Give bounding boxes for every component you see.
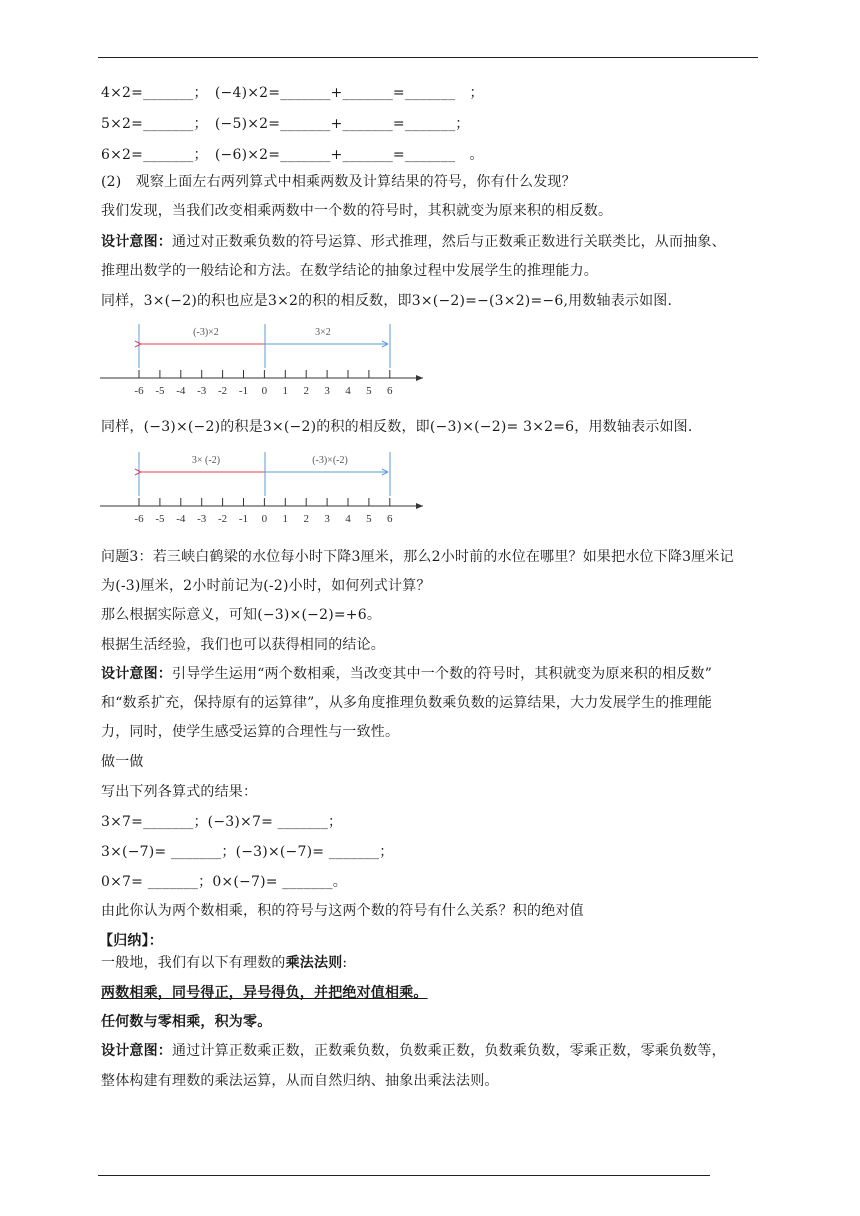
try-it-row-1: 3×7=_______；(−3)×7= _______； [101,814,343,830]
tick-label: -4 [176,513,186,524]
tick-label: -1 [238,385,249,396]
tick-label: 6 [387,385,393,396]
try-it-row-2: 3×(−7)= _______；(−3)×(−7)= _______； [101,844,394,860]
similarly-paragraph-2: 同样，(−3)×(−2)的积是3×(−2)的积的相反数，即(−3)×(−2)= 3×2=6，用数轴表示如图. [101,419,693,435]
tick-label: -2 [218,385,228,396]
design-intent-1-cont: 推理出数学的一般结论和方法。在数学结论的抽象过程中发展学生的推理能力。 [101,263,598,279]
number-line-1 [98,318,428,396]
design-intent-label: 设计意图： [101,666,172,682]
problem-3: 问题3：若三峡白鹤梁的水位每小时下降3厘米，那么2小时前的水位在哪里？如果把水位下降3厘米记 [101,549,734,565]
life-experience: 根据生活经验，我们也可以获得相同的结论。 [101,637,385,653]
exercise-line-6: 6×2=_______； (−6)×2=_______+_______=_______ 。 [101,147,484,163]
design-intent-label: 设计意图： [101,1043,172,1059]
design-intent-1 [101,233,726,251]
tick-label: -2 [218,513,228,524]
multiplication-rule-2: 任何数与零相乘，积为零。 [101,1014,272,1030]
tick-label: 3 [324,385,330,396]
tick-label: 2 [303,513,309,524]
tick-label: -5 [155,385,165,396]
tick-marks [134,498,393,524]
tick-label: 1 [282,513,289,524]
try-it-row-3: 0×7= _______；0×(−7)= _______。 [101,874,347,890]
tick-label: -4 [176,385,186,396]
design-intent-text: 通过对正数乘负数的符号运算、形式推理，然后与正数乘正数进行关联类比，从而抽象、 [172,234,726,250]
tick-label: -3 [197,513,207,524]
tick-label: 5 [366,385,372,396]
tick-label: 5 [366,513,372,524]
tick-label: 0 [261,513,268,524]
practical-meaning: 那么根据实际意义，可知(−3)×(−2)=+6。 [101,607,382,623]
tick-label: -1 [238,513,249,524]
left-arrow-label: 3× (-2) [191,455,221,466]
tick-label: -3 [197,385,207,396]
tick-label: 2 [303,385,309,396]
rule-intro-text: 一般地，我们有以下有理数的 [101,955,286,971]
right-arrow-label: (-3)×(-2) [312,455,348,466]
tick-label: 6 [387,513,393,524]
number-line-1-svg [98,318,428,396]
summary-heading: 【归纳】： [99,933,163,949]
problem-3-cont: 为(-3)厘米，2小时前记为(-2)小时，如何列式计算？ [101,578,431,594]
number-line-2-svg [98,446,428,524]
design-intent-2-cont-a: 和“数系扩充，保持原有的运算律”，从多角度推理负数乘负数的运算结果，大力发展学生的推理能 [101,695,713,711]
design-intent-text: 通过计算正数乘正数，正数乘负数，负数乘正数，负数乘负数，零乘正数，零乘负数等， [172,1043,726,1059]
header-rule [98,57,758,58]
rule-intro [101,954,347,972]
tick-label: -6 [134,385,144,396]
multiplication-rule-1: 两数相乘，同号得正，异号得负，并把绝对值相乘。 [101,985,428,1001]
design-intent-3-cont: 整体构建有理数的乘法运算，从而自然归纳、抽象出乘法法则。 [101,1073,499,1089]
design-intent-label: 设计意图： [101,234,172,250]
similarly-paragraph-1: 同样，3×(−2)的积也应是3×2的积的相反数，即3×(−2)=−(3×2)=−6,用数轴表示如图. [101,293,673,309]
finding-paragraph: 我们发现，当我们改变相乘两数中一个数的符号时，其积就变为原来积的相反数。 [101,203,613,219]
tick-label: -6 [134,513,144,524]
tick-label: 1 [282,385,289,396]
design-intent-3 [101,1042,726,1060]
right-arrow-label: 3×2 [315,327,331,338]
rule-name: 乘法法则 [285,955,343,971]
design-intent-2 [101,665,712,683]
tick-label: -5 [155,513,165,524]
try-it-instruction: 写出下列各算式的结果： [101,784,258,800]
question-2: (2) 观察上面左右两列算式中相乘两数及计算结果的符号，你有什么发现？ [101,174,576,190]
design-intent-text: 引导学生运用“两个数相乘，当改变其中一个数的符号时，其积就变为原来积的相反数” [172,666,713,682]
number-line-2 [98,446,428,524]
exercise-line-4: 4×2=_______； (−4)×2=_______+_______=_______ ； [101,85,484,101]
footer-rule [98,1175,710,1176]
try-it-heading: 做一做 [101,754,144,770]
tick-marks [134,370,393,396]
tick-label: 0 [261,385,268,396]
tick-label: 3 [324,513,330,524]
relation-question: 由此你认为两个数相乘，积的符号与这两个数的符号有什么关系？积的绝对值 [101,903,584,919]
rule-intro-colon: : [342,955,348,971]
tick-label: 4 [345,513,351,524]
tick-label: 4 [345,385,351,396]
left-arrow-label: (-3)×2 [193,327,219,338]
design-intent-2-cont-b: 力，同时，使学生感受运算的合理性与一致性。 [101,724,400,740]
exercise-line-5: 5×2=_______； (−5)×2=_______+_______=_______； [101,116,470,132]
